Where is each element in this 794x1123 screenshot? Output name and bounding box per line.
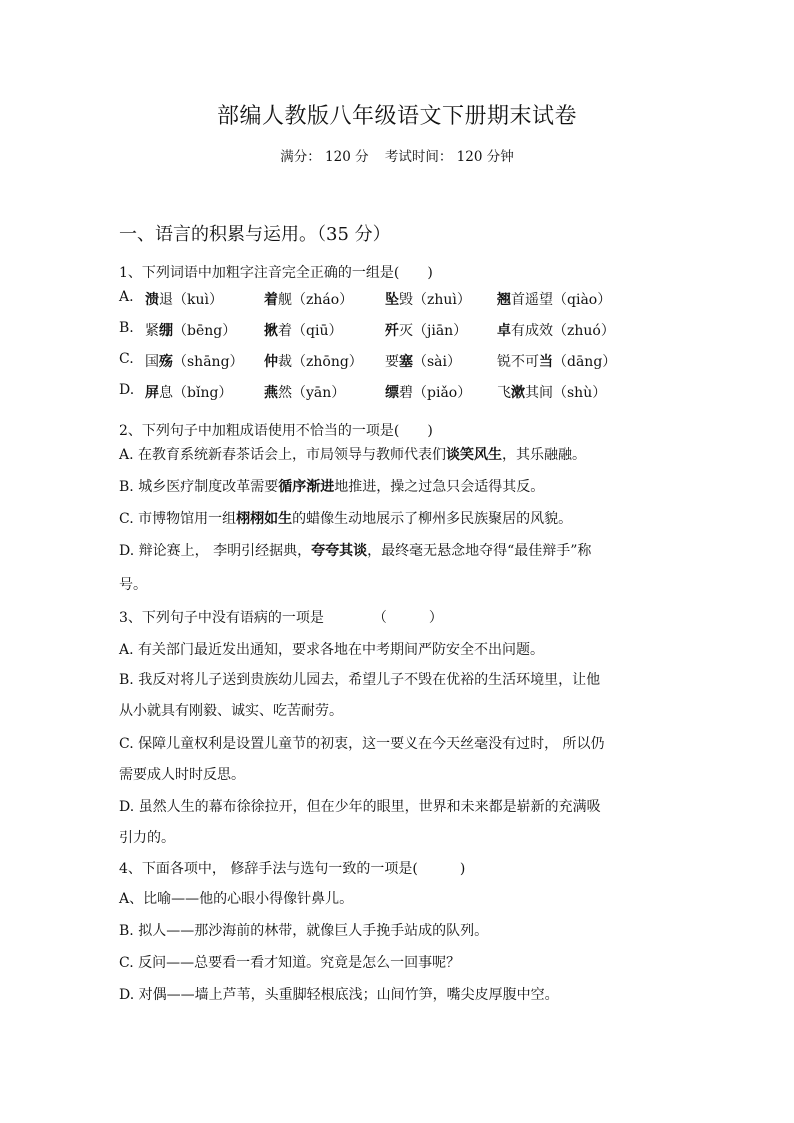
bold-character: 溃	[145, 292, 159, 308]
bold-character: 漱	[511, 385, 525, 401]
option-text: C. 市博物馆用一组	[119, 511, 237, 527]
word-prefix: 要	[385, 354, 399, 370]
question-1-word	[145, 351, 244, 371]
exam-time: 考试时间： 120 分钟	[384, 149, 514, 165]
word-rest-with-pinyin: 着（qiū）	[278, 323, 343, 339]
question-1-word	[264, 351, 363, 371]
question-2-option-b	[119, 476, 544, 496]
word-prefix: 飞	[497, 385, 511, 401]
word-rest-with-pinyin: 灭（jiān）	[399, 323, 468, 339]
bold-character: 绷	[159, 323, 173, 339]
question-4-stem: 4、下面各项中， 修辞手法与选句一致的一项是( )	[119, 861, 466, 877]
word-rest-with-pinyin: （bēng）	[173, 323, 237, 339]
word-rest-with-pinyin: （dāng）	[553, 354, 617, 370]
question-1-word	[264, 289, 353, 309]
word-rest-with-pinyin: 裁（zhōng）	[278, 354, 363, 370]
word-rest-with-pinyin: 首遥望（qiào）	[511, 292, 612, 308]
option-text: D. 辩论赛上， 李明引经据典，	[119, 543, 312, 559]
question-1-word	[497, 320, 615, 340]
word-rest-with-pinyin: 毁（zhuì）	[399, 292, 471, 308]
word-rest-with-pinyin: 碧（piǎo）	[399, 385, 472, 401]
question-3-option-a: A. 有关部门最近发出通知，要求各地在中考期间严防安全不出问题。	[119, 642, 545, 658]
question-1-word	[145, 320, 236, 340]
question-1-word	[264, 382, 345, 402]
question-2-option-d	[119, 540, 591, 560]
word-rest-with-pinyin: 退（kuì）	[159, 292, 223, 308]
question-3-option-b: B. 我反对将儿子送到贵族幼儿园去，希望儿子不毁在优裕的生活环境里，让他	[119, 672, 601, 688]
question-1-word	[385, 351, 461, 371]
word-rest-with-pinyin: 舰（zháo）	[278, 292, 354, 308]
question-1-word	[497, 382, 606, 402]
bold-character: 屏	[145, 385, 159, 401]
question-2-option-d-continued: 号。	[119, 577, 147, 593]
question-1-word	[385, 382, 471, 402]
bold-idiom: 夸夸其谈	[311, 543, 368, 559]
bold-character: 燕	[264, 385, 278, 401]
bold-character: 缥	[385, 385, 399, 401]
bold-character: 卓	[497, 323, 511, 339]
word-prefix: 国	[145, 354, 159, 370]
bold-character: 翘	[497, 292, 511, 308]
bold-idiom: 栩栩如生	[236, 511, 293, 527]
question-1-option-label: A.	[119, 289, 134, 305]
full-score: 满分： 120 分	[280, 149, 369, 165]
question-1-word	[497, 289, 611, 309]
option-text: 的蜡像生动地展示了柳州多民族聚居的风貌。	[292, 511, 573, 527]
word-rest-with-pinyin: （sài）	[413, 354, 462, 370]
bold-idiom: 谈笑风生	[446, 447, 503, 463]
bold-character: 揪	[264, 323, 278, 339]
word-rest-with-pinyin: 其间（shù）	[525, 385, 607, 401]
word-rest-with-pinyin: 然（yān）	[278, 385, 346, 401]
question-1-stem: 1、下列词语中加粗字注音完全正确的一组是( )	[119, 265, 433, 281]
word-rest-with-pinyin: 有成效（zhuó）	[511, 323, 615, 339]
exam-subtitle	[0, 145, 794, 165]
bold-character: 坠	[385, 292, 399, 308]
bold-character: 仲	[264, 354, 278, 370]
question-1-word	[497, 351, 616, 371]
bold-idiom: 循序渐进	[278, 479, 335, 495]
bold-character: 歼	[385, 323, 399, 339]
question-4-option-b: B. 拟人——那沙海前的林带，就像巨人手挽手站成的队列。	[119, 923, 489, 939]
question-4-option-d: D. 对偶——墙上芦苇，头重脚轻根底浅；山间竹笋，嘴尖皮厚腹中空。	[119, 987, 559, 1003]
word-rest-with-pinyin: （shāng）	[173, 354, 244, 370]
option-text: B. 城乡医疗制度改革需要	[119, 479, 279, 495]
question-3-option-c-continued: 需要成人时时反思。	[119, 767, 245, 783]
bold-character: 塞	[399, 354, 413, 370]
word-prefix: 紧	[145, 323, 159, 339]
question-1-word	[145, 382, 232, 402]
exam-title: 部编人教版八年级语文下册期末试卷	[216, 104, 577, 129]
question-1-word	[145, 289, 223, 309]
question-1-word	[264, 320, 342, 340]
word-rest-with-pinyin: 息（bǐng）	[159, 385, 233, 401]
word-prefix: 锐不可	[497, 354, 539, 370]
question-4-option-a: A、比喻——他的心眼小得像针鼻儿。	[119, 891, 354, 907]
question-3-option-d-continued: 引力的。	[119, 830, 175, 846]
option-text: 地推进，操之过急只会适得其反。	[334, 479, 545, 495]
option-text: A. 在教育系统新春茶话会上，市局领导与教师代表们	[119, 447, 447, 463]
question-4-option-c: C. 反问——总要看一看才知道。究竟是怎么一回事呢？	[119, 955, 461, 971]
question-3-option-d: D. 虽然人生的幕布徐徐拉开，但在少年的眼里，世界和未来都是崭新的充满吸	[119, 799, 601, 815]
question-2-stem: 2、下列句子中加粗成语使用不恰当的一项是( )	[119, 423, 433, 439]
question-1-word	[385, 289, 471, 309]
question-3-stem: 3、下列句子中没有语病的一项是 （ ）	[119, 610, 443, 626]
bold-character: 着	[264, 292, 278, 308]
question-1-option-label: B.	[119, 320, 134, 336]
question-1-option-label: D.	[119, 382, 135, 398]
question-3-option-c: C. 保障儿童权利是设置儿童节的初衷，这一要义在今天丝毫没有过时， 所以仍	[119, 736, 605, 752]
question-2-option-a	[119, 444, 586, 464]
option-text: ，其乐融融。	[502, 447, 587, 463]
question-2-option-c	[119, 508, 572, 528]
question-1-word	[385, 320, 467, 340]
option-text: ，最终毫无悬念地夺得“最佳辩手”称	[367, 543, 592, 559]
bold-character: 当	[539, 354, 553, 370]
bold-character: 殇	[159, 354, 173, 370]
question-1-option-label: C.	[119, 351, 134, 367]
question-3-option-b-continued: 从小就具有刚毅、诚实、吃苦耐劳。	[119, 703, 343, 719]
section-heading-1: 一、语言的积累与运用。（35 分）	[119, 224, 391, 245]
